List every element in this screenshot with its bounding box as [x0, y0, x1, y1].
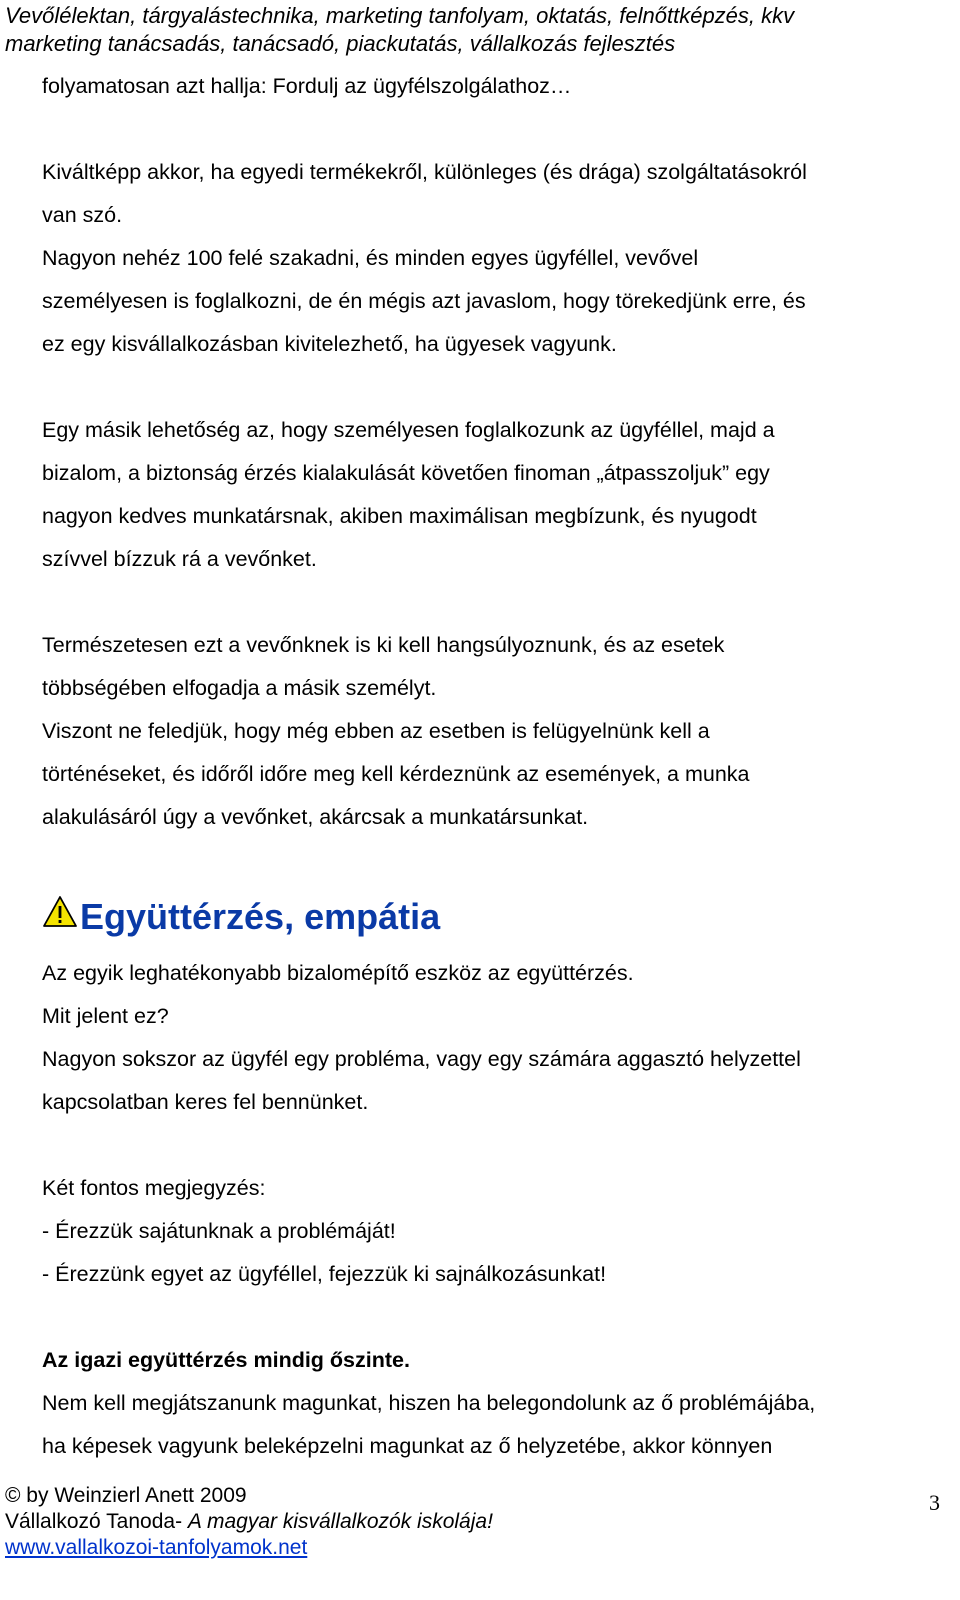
document-body [42, 65, 942, 1468]
paragraph-14-line-2: ha képesek vagyunk beleképzelni magunkat az ő helyzetébe, akkor könnyen [42, 1434, 773, 1458]
paragraph-14-line-1: Nem kell megjátszanunk magunkat, hiszen ha belegondolunk az ő problémájába, [42, 1391, 816, 1415]
section-heading [42, 882, 942, 952]
paragraph-3-line-1: Nagyon nehéz 100 felé szakadni, és minden egyes ügyféllel, vevővel [42, 246, 699, 270]
page-number: 3 [929, 1490, 940, 1515]
footer-organization [5, 1509, 945, 1535]
paragraph-6-line-2: történéseket, és időről időre meg kell kérdeznünk az események, a munka [42, 762, 750, 786]
paragraph-8: Mit jelent ez? [42, 1004, 169, 1028]
section-heading-text: Együttérzés, empátia [80, 896, 441, 937]
paragraph-6-line-1: Viszont ne feledjük, hogy még ebben az esetben is felügyelnünk kell a [42, 719, 710, 743]
paragraph-4-line-4: szívvel bízzuk rá a vevőnket. [42, 547, 317, 571]
footer-website-link[interactable]: www.vallalkozoi-tanfolyamok.net [5, 1536, 308, 1559]
page-header [5, 2, 945, 58]
paragraph-4-line-2: bizalom, a biztonság érzés kialakulását követően finoman „átpasszoljuk” egy [42, 461, 770, 485]
list-item-1: - Érezzük sajátunknak a problémáját! [42, 1219, 396, 1243]
footer-org-name: Vállalkozó Tanoda- [5, 1510, 188, 1533]
paragraph-5-line-2: többségében elfogadja a másik személyt. [42, 676, 437, 700]
paragraph-3-line-3: ez egy kisvállalkozásban kivitelezhető, ha ügyesek vagyunk. [42, 332, 617, 356]
warning-triangle-icon [42, 895, 78, 929]
paragraph-10: Két fontos megjegyzés: [42, 1176, 266, 1200]
paragraph-3-line-2: személyesen is foglalkozni, de én mégis azt javaslom, hogy törekedjünk erre, és [42, 289, 806, 313]
paragraph-4-line-3: nagyon kedves munkatársnak, akiben maximálisan megbízunk, és nyugodt [42, 504, 757, 528]
paragraph-6-line-3: alakulásáról úgy a vevőnket, akárcsak a munkatársunkat. [42, 805, 589, 829]
bold-statement: Az igazi együttérzés mindig őszinte. [42, 1348, 410, 1372]
paragraph-2-line-1: Kiváltképp akkor, ha egyedi termékekről, különleges (és drága) szolgáltatásokról [42, 160, 807, 184]
footer-copyright: © by Weinzierl Anett 2009 [5, 1484, 247, 1507]
header-line-2: marketing tanácsadás, tanácsadó, piackutatás, vállalkozás fejlesztés [5, 31, 676, 56]
page-footer [5, 1483, 945, 1561]
footer-org-tagline: A magyar kisvállalkozók iskolája! [187, 1510, 493, 1533]
paragraph-9-line-1: Nagyon sokszor az ügyfél egy probléma, vagy egy számára aggasztó helyzettel [42, 1047, 801, 1071]
paragraph-2-line-2: van szó. [42, 203, 123, 227]
header-line-1: Vevőlélektan, tárgyalástechnika, marketing tanfolyam, oktatás, felnőttképzés, kkv [5, 3, 795, 28]
paragraph-5-line-1: Természetesen ezt a vevőnknek is ki kell hangsúlyoznunk, és az esetek [42, 633, 725, 657]
paragraph-1: folyamatosan azt hallja: Fordulj az ügyfélszolgálathoz… [42, 74, 572, 98]
paragraph-9-line-2: kapcsolatban keres fel bennünket. [42, 1090, 369, 1114]
paragraph-4-line-1: Egy másik lehetőség az, hogy személyesen foglalkozunk az ügyféllel, majd a [42, 418, 775, 442]
paragraph-7: Az egyik leghatékonyabb bizalomépítő eszköz az együttérzés. [42, 961, 634, 985]
list-item-2: - Érezzünk egyet az ügyféllel, fejezzük ki sajnálkozásunkat! [42, 1262, 607, 1286]
